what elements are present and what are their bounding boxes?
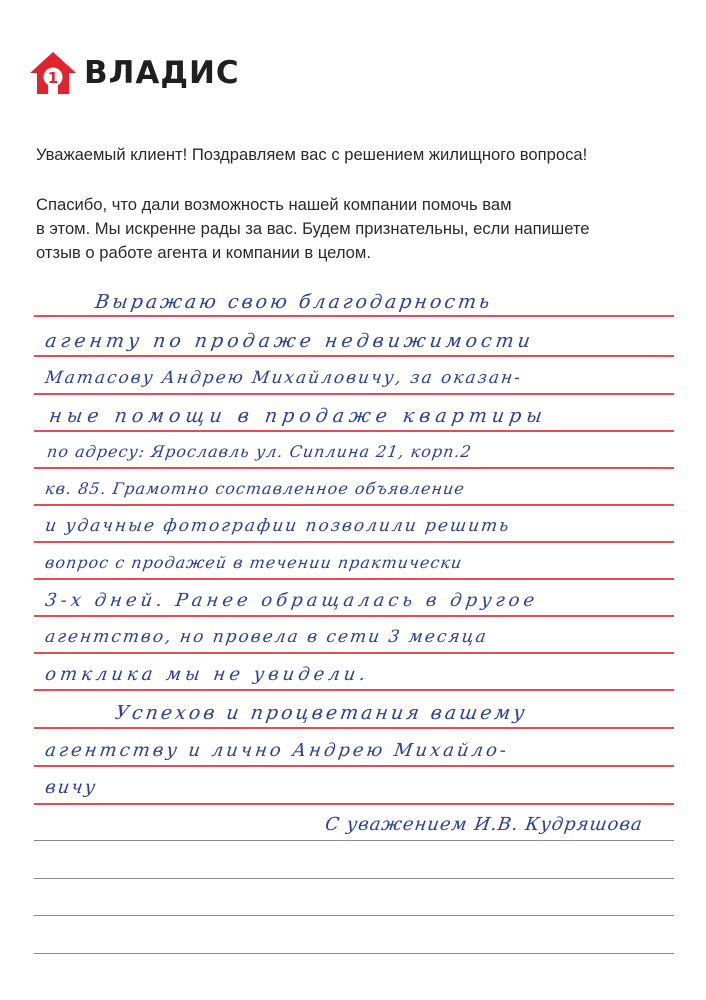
ruled-line <box>34 840 674 841</box>
handwritten-line: ные помощи в продаже квартиры <box>47 405 549 427</box>
ruled-line <box>34 689 674 691</box>
ruled-line <box>34 355 674 357</box>
ruled-line <box>34 430 674 432</box>
ruled-line <box>34 765 674 767</box>
handwritten-signature: С уважением И.В. Кудряшова <box>323 814 645 835</box>
intro-line: Спасибо, что дали возможность нашей компании помочь вам <box>36 195 512 214</box>
ruled-line <box>34 915 674 916</box>
handwritten-line: Выражаю свою благодарность <box>93 291 495 313</box>
handwritten-line: агентство, но провела в сети 3 месяца <box>43 627 490 647</box>
intro-line: в этом. Мы искренне рады за вас. Будем признательны, если напишете <box>36 219 590 238</box>
ruled-line <box>34 578 674 580</box>
handwritten-line: вичу <box>43 777 99 798</box>
ruled-line <box>34 504 674 506</box>
ruled-line <box>34 615 674 617</box>
ruled-line <box>34 467 674 469</box>
handwritten-line: кв. 85. Грамотно составленное объявление <box>43 479 467 498</box>
handwritten-line: Успехов и процветания вашему <box>113 702 529 724</box>
handwritten-line: и удачные фотографии позволили решить <box>43 516 512 536</box>
review-writing-area <box>34 0 674 1000</box>
ruled-line <box>34 652 674 654</box>
intro-line: отзыв о работе агента и компании в целом. <box>36 243 371 262</box>
ruled-line <box>34 803 674 805</box>
ruled-line <box>34 393 674 395</box>
greeting-text: Уважаемый клиент! Поздравляем вас с решением жилищного вопроса! <box>36 145 588 164</box>
ruled-line <box>34 727 674 729</box>
handwritten-line: отклика мы не увидели. <box>43 664 371 685</box>
logo-number: 1 <box>47 69 59 87</box>
ruled-line <box>34 878 674 879</box>
handwritten-line: агентству и лично Андрею Михайло- <box>43 740 511 761</box>
handwritten-line: 3-х дней. Ранее обращалась в другое <box>43 590 540 611</box>
handwritten-line: Матасову Андрею Михайловичу, за оказан- <box>43 368 524 388</box>
handwritten-line: вопрос с продажей в течении практически <box>43 553 464 572</box>
ruled-line <box>34 541 674 543</box>
handwritten-line: по адресу: Ярославль ул. Сиплина 21, корп.2 <box>45 442 474 461</box>
handwritten-line: агенту по продаже недвижимости <box>43 330 536 352</box>
ruled-line <box>34 315 674 317</box>
brand-name: ВЛАДИС <box>84 54 240 91</box>
ruled-line <box>34 953 674 954</box>
